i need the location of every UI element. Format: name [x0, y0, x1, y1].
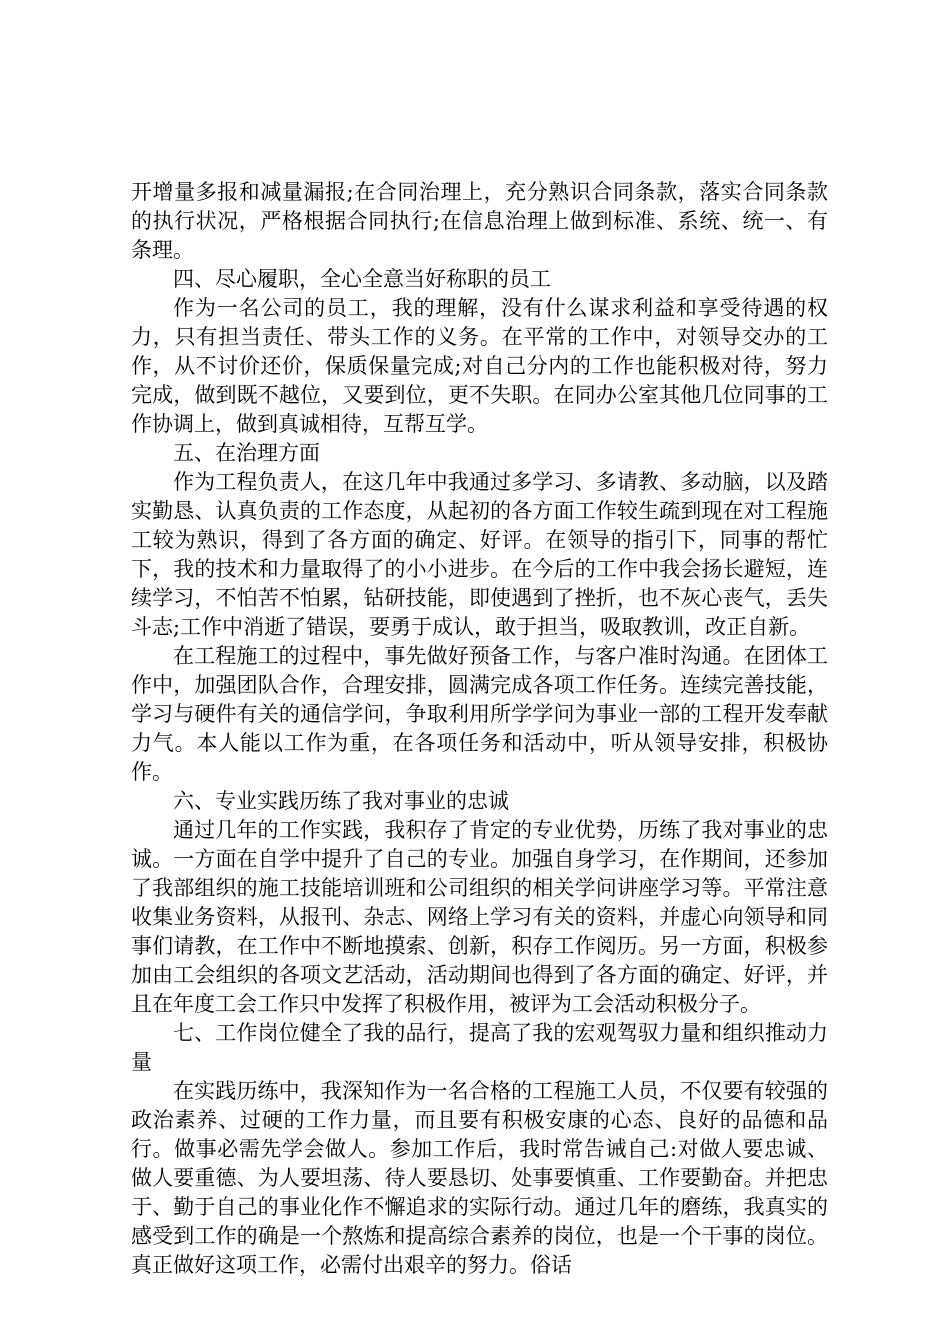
document-page	[131, 178, 828, 1280]
heading-section-six: 六、专业实践历练了我对事业的忠诚	[173, 789, 509, 813]
heading-section-five: 五、在治理方面	[173, 441, 320, 465]
paragraph-character-building: 在实践历练中，我深知作为一名合格的工程施工人员，不仅要有较强的政治素养、过硬的工作力量，而且要有积极安康的心态、良好的品德和品行。做事必需先学会做人。参加工作后，我时常告诫自己:对做人要忠诚、做人要重德、为人要坦荡、待人要恳切、处事要慎重、工作要勤奋。并把忠于、勤于自己的事业化作不懈追求的实际行动。通过几年的磨练，我真实的感受到工作的确是一个熬炼和提高综合素养的岗位，也是一个干事的岗位。真正做好这项工作，必需付出艰辛的努力。俗话	[131, 1079, 828, 1277]
paragraph-contract-management: 开增量多报和减量漏报;在合同治理上，充分熟识合同条款，落实合同条款的执行状况，严格根据合同执行;在信息治理上做到标准、系统、统一、有条理。	[131, 180, 828, 262]
paragraph-construction-process: 在工程施工的过程中，事先做好预备工作，与客户准时沟通。在团体工作中，加强团队合作，合理安排，圆满完成各项工作任务。连续完善技能，学习与硬件有关的通信学问，争取利用所学学问为事业一部的工程开发奉献力气。本人能以工作为重，在各项任务和活动中，听从领导安排，积极协作。	[131, 644, 828, 784]
heading-section-seven: 七、工作岗位健全了我的品行，提高了我的宏观驾驭力量和组织推动力量	[131, 1021, 828, 1074]
paragraph-employee-duty: 作为一名公司的员工，我的理解，没有什么谋求利益和享受待遇的权力，只有担当责任、带头工作的义务。在平常的工作中，对领导交办的工作，从不讨价还价，保质保量完成;对自己分内的工作也能积极对待，努力完成，做到既不越位，又要到位，更不失职。在同办公室其他几位同事的工作协调上，做到真诚相待，互帮互学。	[131, 296, 828, 436]
heading-section-four: 四、尽心履职，全心全意当好称职的员工	[173, 267, 551, 291]
paragraph-professional-practice: 通过几年的工作实践，我积存了肯定的专业优势，历练了我对事业的忠诚。一方面在自学中提升了自己的专业。加强自身学习，在作期间，还参加了我部组织的施工技能培训班和公司组织的相关学问讲座学习等。平常注意收集业务资料，从报刊、杂志、网络上学习有关的资料，并虚心向领导和同事们请教，在工作中不断地摸索、创新，积存工作阅历。另一方面，积极参加由工会组织的各项文艺活动，活动期间也得到了各方面的确定、好评，并且在年度工会工作只中发挥了积极作用，被评为工会活动积极分子。	[131, 818, 828, 1016]
paragraph-project-lead: 作为工程负责人，在这几年中我通过多学习、多请教、多动脑，以及踏实勤恳、认真负责的工作态度，从起初的各方面工作较生疏到现在对工程施工较为熟识，得到了各方面的确定、好评。在领导的指引下，同事的帮忙下，我的技术和力量取得了的小小进步。在今后的工作中我会扬长避短，连续学习，不怕苦不怕累，钻研技能，即使遇到了挫折，也不灰心丧气，丢失斗志;工作中消逝了错误，要勇于成认，敢于担当，吸取教训，改正自新。	[131, 470, 828, 639]
